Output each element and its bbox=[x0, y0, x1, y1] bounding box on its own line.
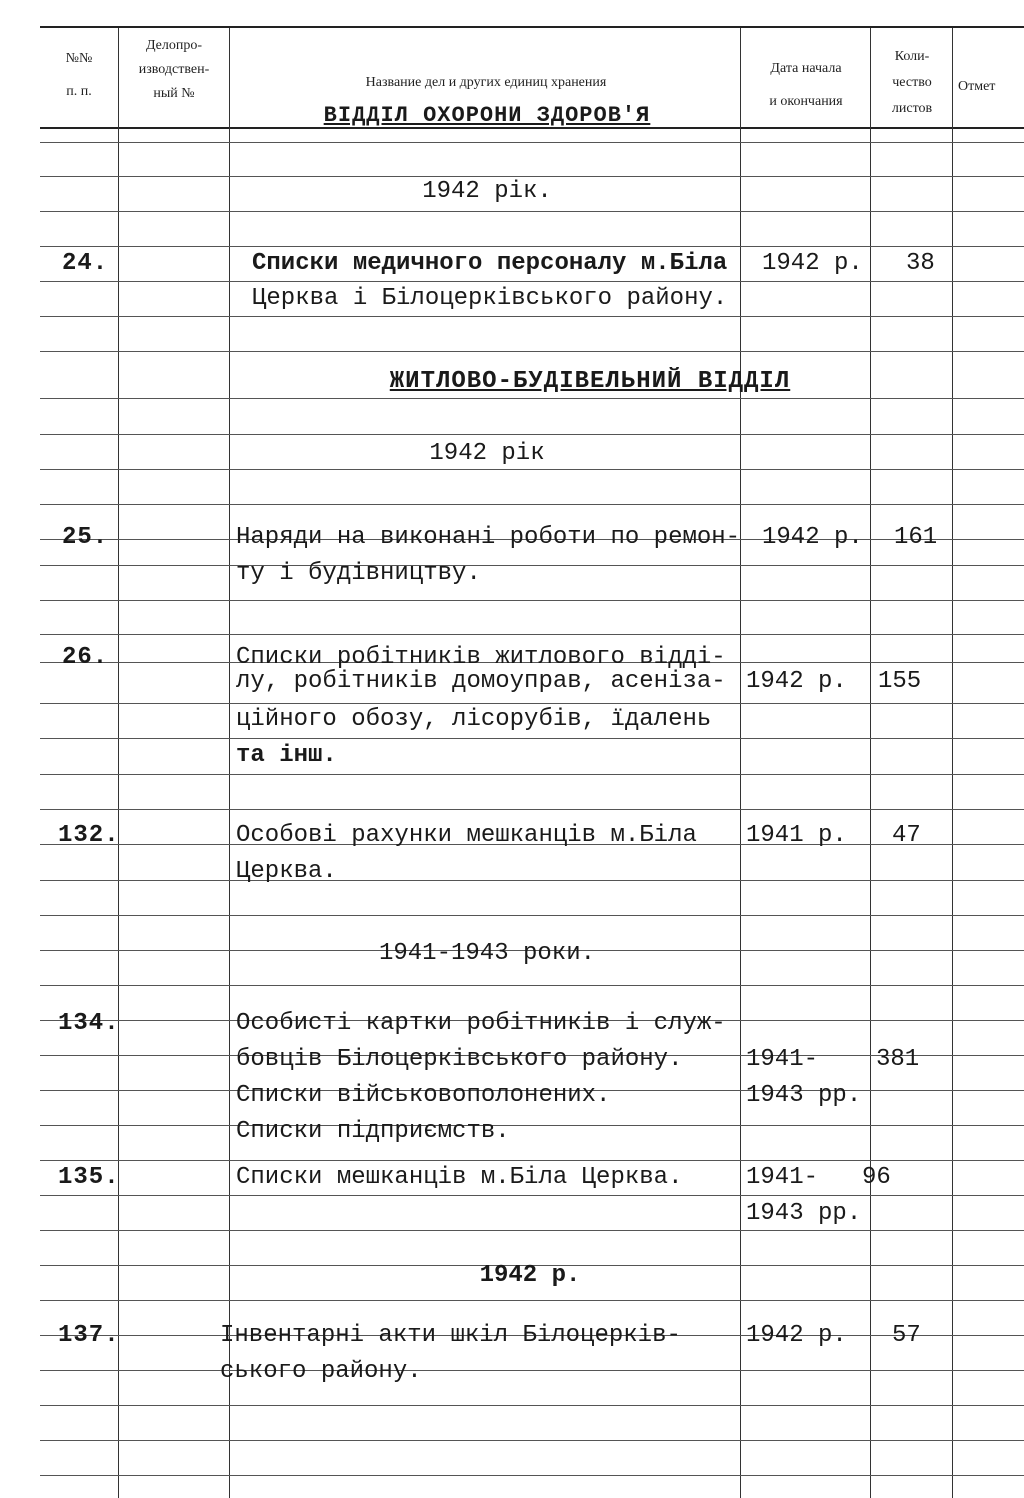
row-sheet-count: 381 bbox=[876, 1046, 920, 1073]
row-description: ту і будівництву. bbox=[236, 560, 481, 587]
row-number: 26. bbox=[62, 644, 109, 671]
row-date: 1942 р. bbox=[762, 524, 863, 551]
row-sheet-count: 155 bbox=[878, 668, 922, 695]
row-date: 1941- bbox=[746, 1164, 819, 1191]
ruled-line bbox=[40, 774, 1024, 775]
row-description: Церква і Білоцерківського району. bbox=[252, 285, 728, 312]
row-description: Особові рахунки мешканців м.Біла bbox=[236, 822, 697, 849]
ruled-line bbox=[40, 504, 1024, 505]
row-sheet-count: 57 bbox=[892, 1322, 921, 1349]
ruled-line bbox=[40, 1475, 1024, 1476]
ruled-line bbox=[40, 142, 1024, 143]
ruled-line bbox=[40, 1405, 1024, 1406]
row-date: 1941 р. bbox=[746, 822, 847, 849]
ruled-line bbox=[40, 738, 1024, 739]
row-description: лу, робітників домоуправ, асеніза- bbox=[236, 668, 726, 695]
ruled-line bbox=[40, 809, 1024, 810]
ruled-line bbox=[40, 915, 1024, 916]
row-description: Наряди на виконані роботи по ремон- bbox=[236, 524, 741, 551]
row-sheet-count: 38 bbox=[906, 250, 935, 277]
row-date: 1941- bbox=[746, 1046, 819, 1073]
row-number: 134. bbox=[58, 1010, 120, 1037]
ruled-line bbox=[40, 211, 1024, 212]
ruled-line bbox=[40, 434, 1024, 435]
row-description: Списки робітників житлового відді- bbox=[236, 644, 726, 671]
row-date: 1943 рр. bbox=[746, 1082, 862, 1109]
row-description: ського району. bbox=[220, 1358, 422, 1385]
row-number: 135. bbox=[58, 1164, 120, 1191]
row-date: 1942 р. bbox=[762, 250, 863, 277]
row-sheet-count: 47 bbox=[892, 822, 921, 849]
header-sheet-count: Коли- чество листов bbox=[891, 49, 933, 116]
ruled-line bbox=[40, 565, 1024, 566]
row-number: 137. bbox=[58, 1322, 120, 1349]
year-heading: 1941-1943 роки. bbox=[378, 940, 596, 967]
year-heading: 1942 рік bbox=[429, 440, 545, 467]
row-date: 1943 рр. bbox=[746, 1200, 862, 1227]
row-number: 132. bbox=[58, 822, 120, 849]
row-sheet-count: 161 bbox=[894, 524, 938, 551]
row-description: та інш. bbox=[236, 742, 337, 769]
header-dates: Дата начала и окончания bbox=[769, 61, 843, 109]
section-title-housing: ЖИТЛОВО-БУДІВЕЛЬНИЙ ВІДДІЛ bbox=[389, 368, 791, 395]
header-number: №№ п. п. bbox=[65, 51, 93, 99]
ruled-line bbox=[40, 880, 1024, 881]
row-date: 1942 р. bbox=[746, 1322, 847, 1349]
ruled-line bbox=[40, 985, 1024, 986]
year-heading: 1942 р. bbox=[479, 1262, 581, 1289]
header-office-number: Делопро- изводствен- ный № bbox=[138, 38, 210, 101]
row-number: 24. bbox=[62, 250, 109, 277]
column-divider bbox=[229, 28, 230, 1498]
row-description: Особисті картки робітників і служ- bbox=[236, 1010, 726, 1037]
ruled-line bbox=[40, 1370, 1024, 1371]
section-title-health: ВІДДІЛ ОХОРОНИ ЗДОРОВ'Я bbox=[323, 103, 651, 128]
row-description: Списки медичного персоналу м.Біла bbox=[252, 250, 728, 277]
ruled-line bbox=[40, 1300, 1024, 1301]
header-title: Название дел и других единиц хранения bbox=[365, 75, 607, 90]
year-heading: 1942 рік. bbox=[422, 178, 552, 205]
row-number: 25. bbox=[62, 524, 109, 551]
ruled-line bbox=[40, 1125, 1024, 1126]
row-date: 1942 р. bbox=[746, 668, 847, 695]
ruled-line bbox=[40, 1440, 1024, 1441]
header-top-rule bbox=[40, 26, 1024, 28]
ruled-line bbox=[40, 1230, 1024, 1231]
row-description: Церква. bbox=[236, 858, 337, 885]
row-description: Списки підприємств. bbox=[236, 1118, 510, 1145]
row-sheet-count: 96 bbox=[862, 1164, 891, 1191]
row-description: ційного обозу, лісорубів, їдалень bbox=[236, 706, 712, 733]
row-description: бовців Білоцерківського району. bbox=[236, 1046, 683, 1073]
header-notes: Отмет bbox=[958, 79, 996, 94]
ruled-line bbox=[40, 600, 1024, 601]
ruled-line bbox=[40, 351, 1024, 352]
column-divider bbox=[870, 28, 871, 1498]
ruled-line bbox=[40, 634, 1024, 635]
row-description: Списки мешканців м.Біла Церква. bbox=[236, 1164, 683, 1191]
column-divider bbox=[118, 28, 119, 1498]
column-divider bbox=[952, 28, 953, 1498]
row-description: Інвентарні акти шкіл Білоцерків- bbox=[220, 1322, 681, 1349]
row-description: Списки військовополонених. bbox=[236, 1082, 611, 1109]
